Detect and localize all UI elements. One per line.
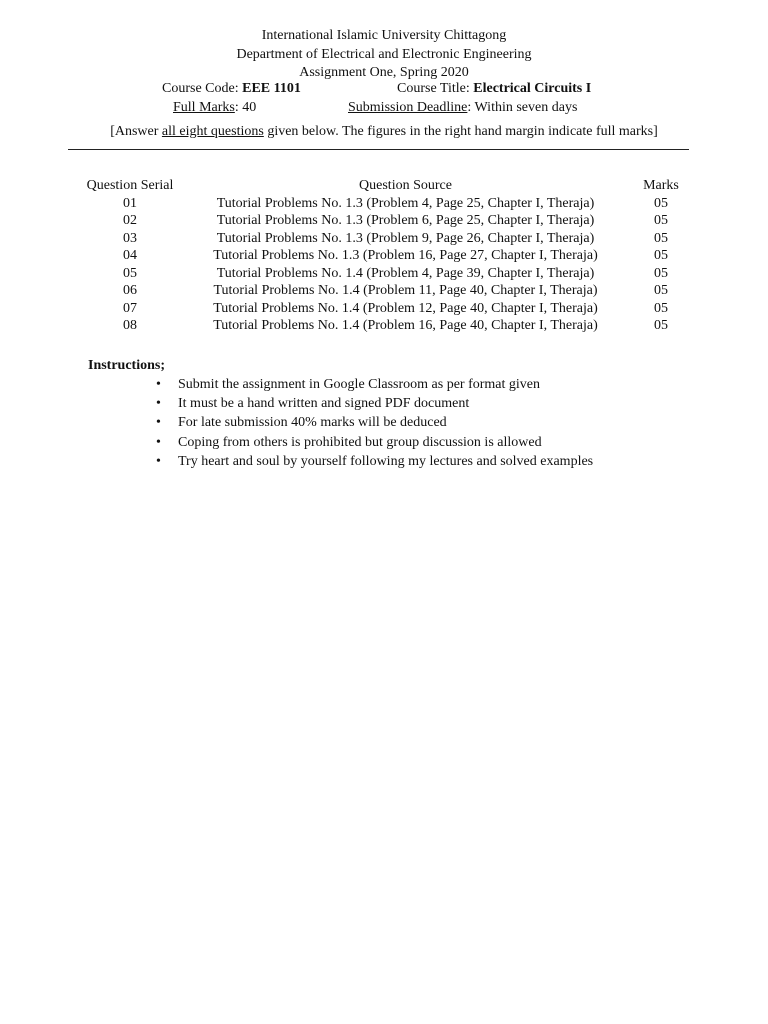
table-row [82,247,689,265]
list-item [88,394,593,413]
document-header [0,27,768,83]
marks-info-line [0,100,768,118]
bullet-icon: • [156,453,161,469]
deadline-label: Submission Deadline [348,100,468,115]
instruction-text: It must be a hand written and signed PDF document [178,396,470,412]
question-serial-cell: 03 [123,230,137,246]
question-table [82,177,689,335]
instruction-text: Try heart and soul by yourself following my lectures and solved examples [178,453,594,469]
table-row [82,282,689,300]
question-source-cell: Tutorial Problems No. 1.3 (Problem 16, Page 27, Chapter I, Theraja) [213,248,598,263]
full-marks-value: : 40 [234,100,257,115]
question-source-cell: Tutorial Problems No. 1.3 (Problem 6, Page 25, Chapter I, Theraja) [216,213,595,228]
full-marks-label: Full Marks [173,100,235,115]
course-code-value: EEE 1101 [242,81,301,96]
column-header-serial: Question Serial [86,178,174,193]
question-serial-cell: 04 [123,248,137,263]
bullet-icon: • [156,396,161,412]
table-row [82,230,689,248]
assignment-title: Assignment One, Spring 2020 [299,65,469,80]
question-marks-cell: 05 [654,230,668,246]
full-marks [173,100,256,116]
course-code [162,81,301,97]
bullet-icon: • [156,377,161,392]
course-info-line [0,81,768,99]
question-marks-cell: 05 [654,300,668,316]
table-row [82,317,689,335]
instructions-list [88,375,593,471]
list-item [88,452,593,471]
instructions-title: Instructions; [88,358,166,373]
question-source-cell: Tutorial Problems No. 1.4 (Problem 16, Page 40, Chapter I, Theraja) [213,318,598,333]
bullet-icon: • [156,415,161,431]
bullet-icon: • [156,434,161,450]
instruction-text: Submit the assignment in Google Classroom as per format given [178,377,541,392]
question-serial-cell: 02 [123,213,137,228]
answer-note-prefix: [Answer [110,124,162,139]
question-source-cell: Tutorial Problems No. 1.4 (Problem 12, Page 40, Chapter I, Theraja) [213,300,598,316]
list-item [88,433,593,452]
question-source-cell: Tutorial Problems No. 1.4 (Problem 4, Page 39, Chapter I, Theraja) [216,265,595,281]
question-marks-cell: 05 [654,318,668,333]
list-item [88,375,593,394]
table-row [82,195,689,213]
question-source-cell: Tutorial Problems No. 1.4 (Problem 11, Page 40, Chapter I, Theraja) [213,283,598,298]
answer-note-emphasis: all eight questions [161,124,264,139]
question-serial-cell: 08 [123,318,137,333]
question-marks-cell: 05 [654,265,668,281]
course-code-label: Course Code: [162,81,243,96]
question-serial-cell: 06 [123,283,137,298]
instruction-text: For late submission 40% marks will be deduced [178,415,447,431]
course-title-label: Course Title: [397,81,474,96]
course-title [397,81,591,97]
answer-instruction-note [0,124,768,140]
instruction-text: Coping from others is prohibited but group discussion is allowed [178,434,542,450]
course-title-value: Electrical Circuits I [473,81,592,96]
question-serial-cell: 01 [123,195,137,211]
answer-note-suffix: given below. The figures in the right hand margin indicate full marks] [263,124,658,139]
table-row [82,212,689,230]
question-serial-cell: 05 [123,265,137,281]
submission-deadline [348,100,577,116]
question-table-header-row [82,177,689,195]
question-serial-cell: 07 [123,300,137,316]
column-header-marks: Marks [643,178,679,193]
instructions-section [88,356,593,471]
question-marks-cell: 05 [654,213,668,228]
university-name: International Islamic University Chittagong [261,28,507,43]
question-marks-cell: 05 [654,283,668,298]
question-marks-cell: 05 [654,248,668,263]
department-name: Department of Electrical and Electronic Engineering [236,46,532,62]
list-item [88,413,593,432]
deadline-value: : Within seven days [467,100,578,115]
header-divider [68,149,689,150]
question-source-cell: Tutorial Problems No. 1.3 (Problem 9, Page 26, Chapter I, Theraja) [216,230,595,246]
question-marks-cell: 05 [654,195,668,211]
question-source-cell: Tutorial Problems No. 1.3 (Problem 4, Page 25, Chapter I, Theraja) [216,195,595,211]
column-header-source: Question Source [359,178,452,193]
table-row [82,300,689,318]
table-row [82,265,689,283]
